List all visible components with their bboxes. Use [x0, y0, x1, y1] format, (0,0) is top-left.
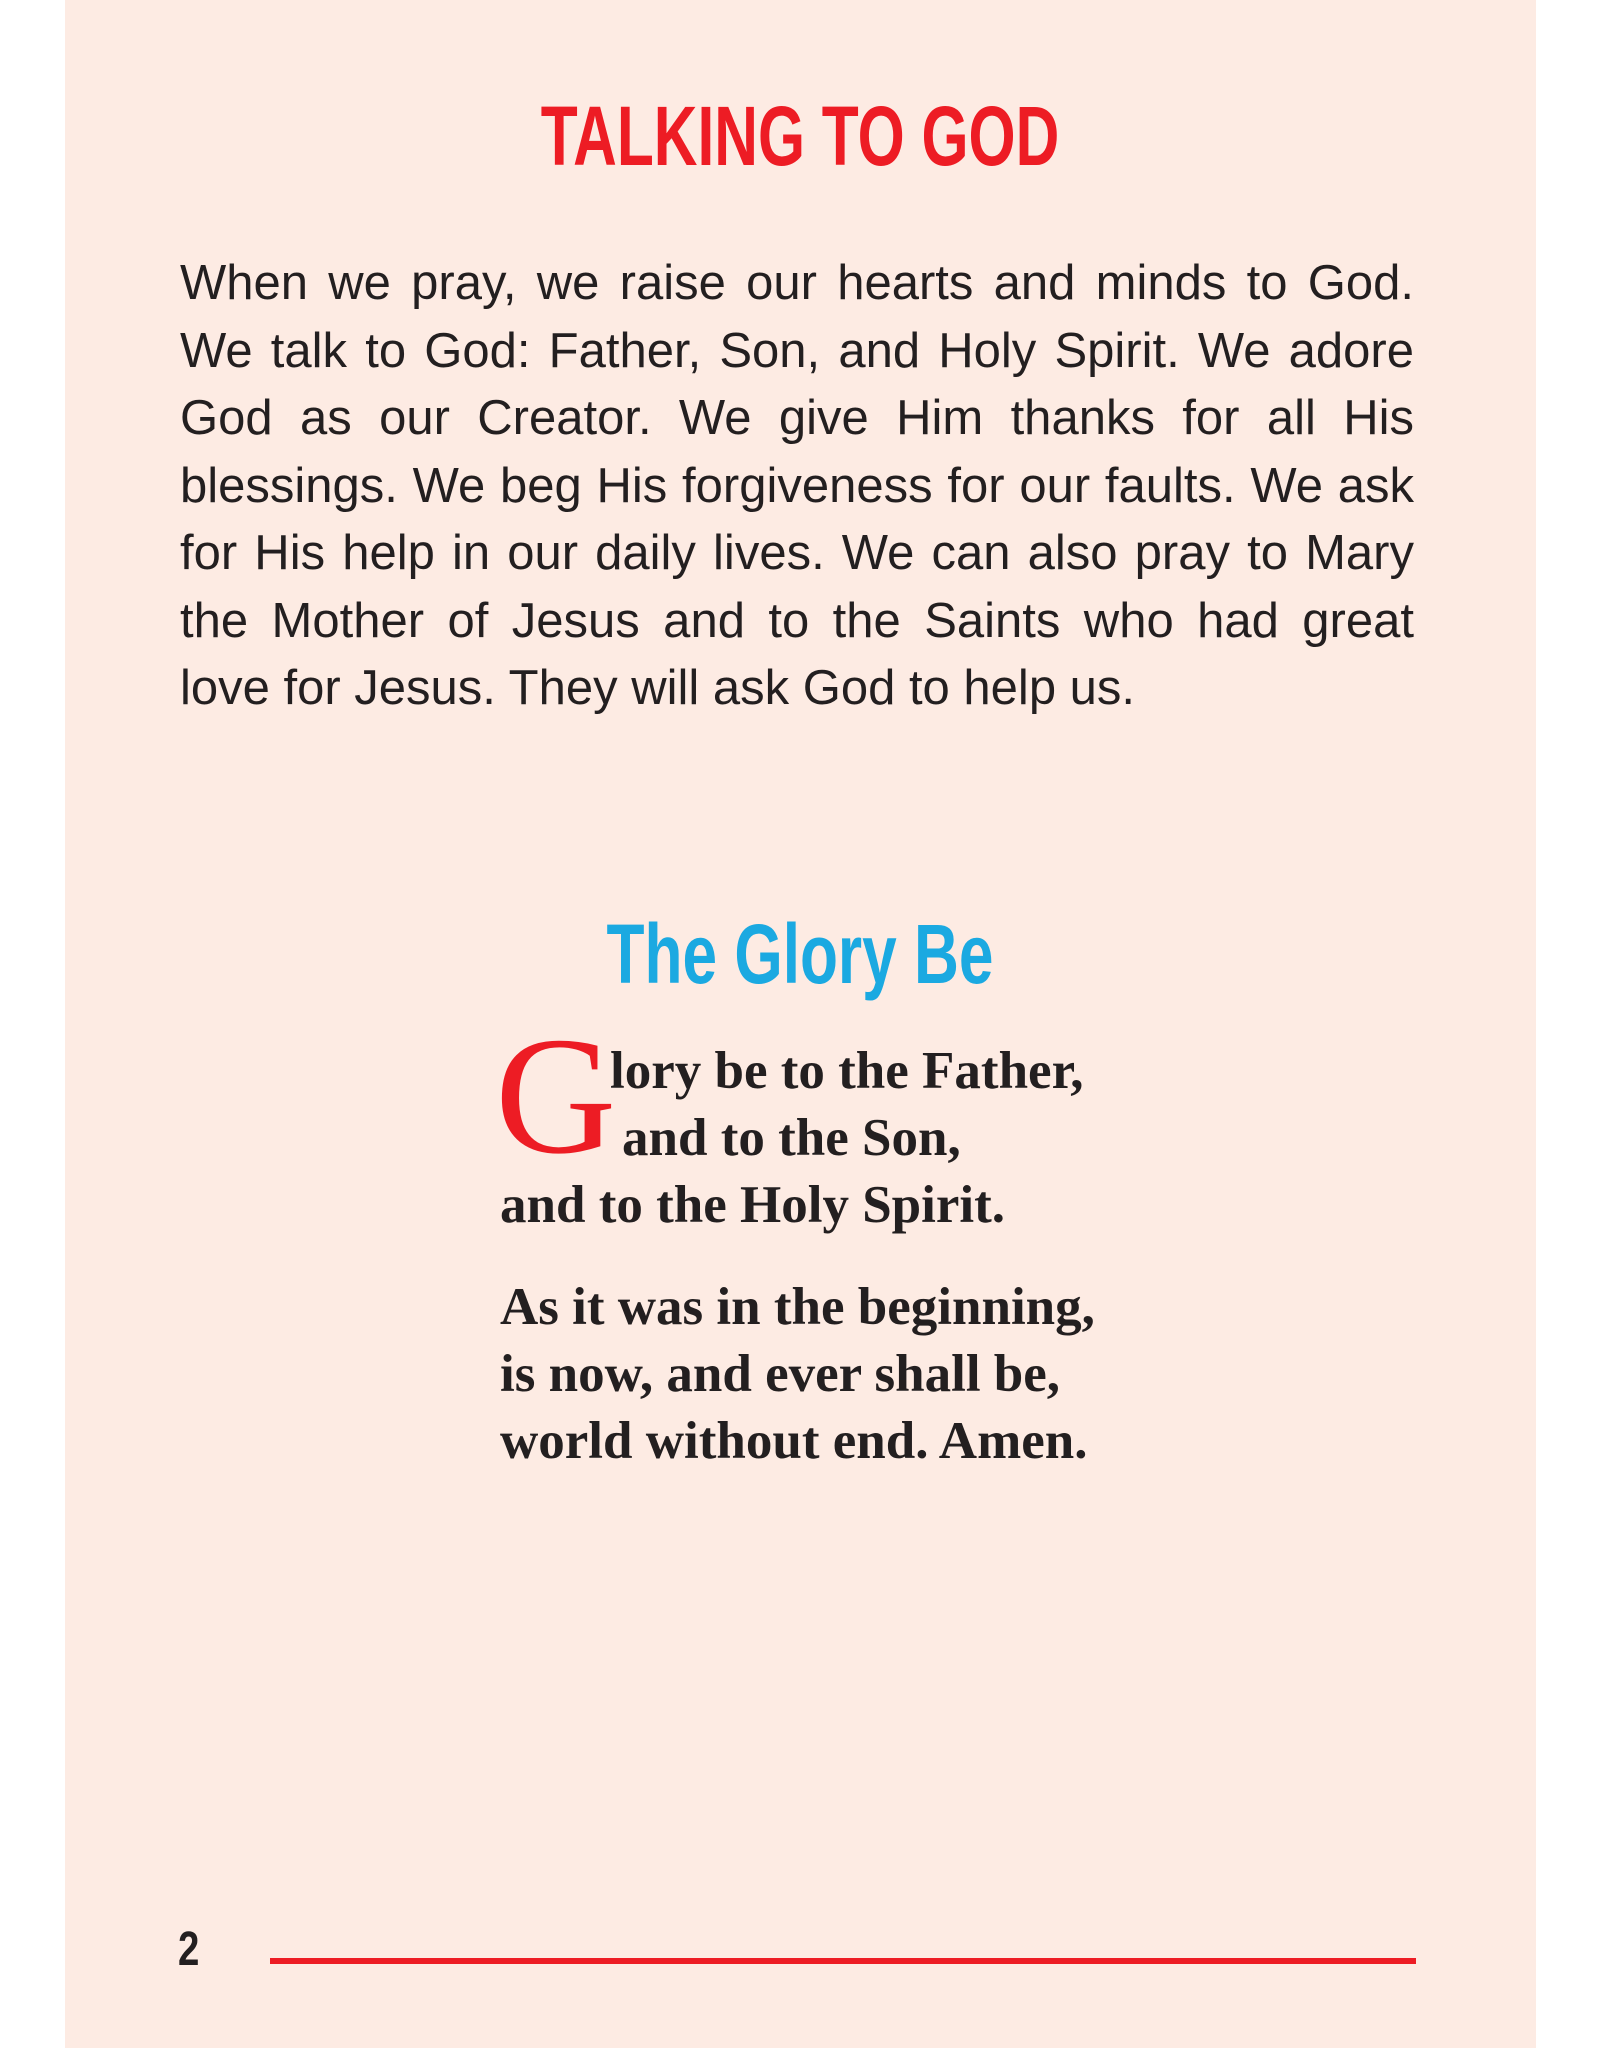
- prayer-line: is now, and ever shall be,: [500, 1345, 1061, 1403]
- prayer-line: and to the Son,: [622, 1109, 961, 1167]
- intro-paragraph: When we pray, we raise our hearts and minds to God. We talk to God: Father, Son, and Holy Spirit. We adore God as our Creator. We give Him thanks for all His blessings. We beg His forgiveness for our faults. We ask for His help in our daily lives. We can also pray to Mary the Mother of Jesus and to the Saints who had great love for Jesus. They will ask God to help us.: [180, 256, 1414, 715]
- prayer-line: world without end. Amen.: [500, 1412, 1088, 1470]
- prayer-line: lory be to the Father,: [610, 1042, 1084, 1100]
- footer-rule: [270, 1958, 1416, 1964]
- drop-cap: G: [495, 1003, 617, 1189]
- page-number: 2: [178, 1923, 200, 1976]
- prayer-line: As it was in the beginning,: [500, 1278, 1095, 1336]
- page-title: TALKING TO GOD: [540, 89, 1060, 183]
- prayer-line: and to the Holy Spirit.: [500, 1176, 1006, 1234]
- prayer-title: The Glory Be: [606, 907, 994, 1001]
